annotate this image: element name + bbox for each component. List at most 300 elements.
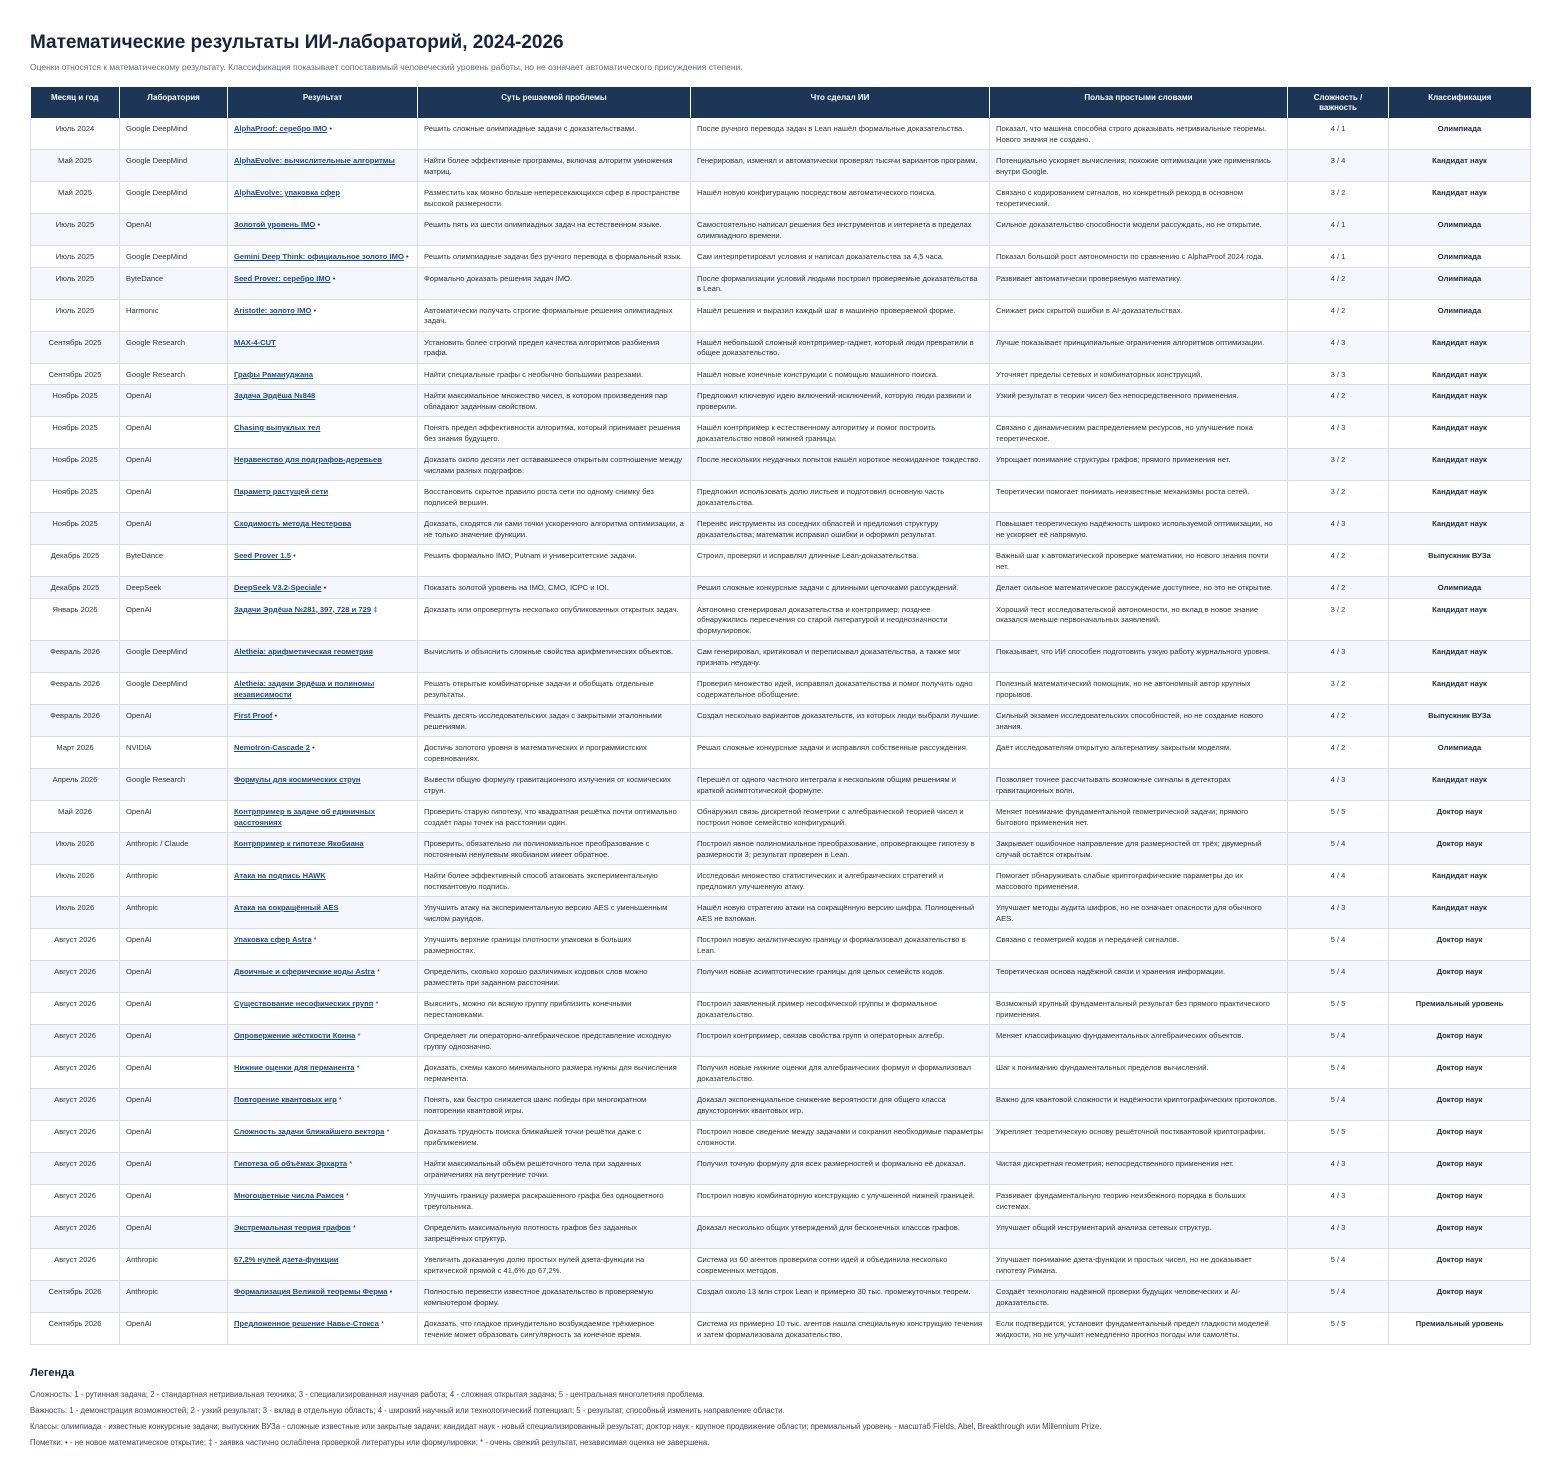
cell-ai: Построил контрпример, связав свойства групп и операторных алгебр.: [691, 1025, 990, 1057]
result-mark: *: [349, 1159, 353, 1168]
cell-ai: Получил точную формулу для всех размерностей и формально её доказал.: [691, 1153, 990, 1185]
cell-month: Июль 2026: [31, 833, 120, 865]
cell-benefit: Укрепляет теоретическую основу решёточной постквантовой криптографии.: [990, 1121, 1288, 1153]
cell-lab: ByteDance: [120, 267, 228, 299]
column-header-ai: Что сделал ИИ: [691, 87, 990, 118]
cell-problem: Определить, сколько хорошо различимых кодовых слов можно разместить при заданном расстоянии.: [418, 961, 691, 993]
cell-lab: OpenAI: [120, 449, 228, 481]
cell-score: 4 / 2: [1288, 385, 1389, 417]
cell-score: 5 / 4: [1288, 961, 1389, 993]
cell-score: 4 / 3: [1288, 513, 1389, 545]
cell-benefit: Улучшает общий инструментарий анализа сетевых структур.: [990, 1217, 1288, 1249]
cell-class: Доктор наук: [1389, 833, 1531, 865]
cell-lab: ByteDance: [120, 545, 228, 577]
cell-benefit: Помогает обнаруживать слабые криптографические параметры до их массового применения.: [990, 865, 1288, 897]
cell-month: Февраль 2026: [31, 641, 120, 673]
cell-ai: Самостоятельно написал решения без инструментов и интернета в пределах олимпиадного времени.: [691, 214, 990, 246]
cell-ai: Нашёл решения и выразил каждый шаг в машинно проверяемой форме.: [691, 299, 990, 331]
cell-lab: OpenAI: [120, 1313, 228, 1345]
table-row: [31, 833, 1531, 865]
cell-result: [228, 363, 418, 385]
result-link[interactable]: Контрпример к гипотезе Якобиана: [234, 839, 364, 848]
cell-problem: Выяснить, можно ли всякую группу приблизить конечными перестановками.: [418, 993, 691, 1025]
cell-ai: Сам интерпретировал условия и написал доказательства за 4,5 часа.: [691, 246, 990, 268]
cell-class: Олимпиада: [1389, 267, 1531, 299]
cell-score: 5 / 4: [1288, 833, 1389, 865]
cell-ai: Получил новые асимптотические границы для целых семейств кодов.: [691, 961, 990, 993]
cell-score: 4 / 1: [1288, 246, 1389, 268]
table-row: [31, 577, 1531, 599]
result-mark: *: [386, 1127, 390, 1136]
cell-problem: Решить формально IMO, Putnam и университетские задачи.: [418, 545, 691, 577]
result-link[interactable]: Гипотеза об объёмах Эрхарта: [234, 1159, 348, 1168]
cell-result: [228, 577, 418, 599]
table-row: [31, 246, 1531, 268]
cell-benefit: Связано с кодированием сигналов, но конкретный рекорд в основном теоретический.: [990, 182, 1288, 214]
cell-result: [228, 929, 418, 961]
cell-score: 4 / 2: [1288, 299, 1389, 331]
result-mark: *: [313, 935, 317, 944]
cell-month: Февраль 2026: [31, 705, 120, 737]
cell-result: [228, 705, 418, 737]
result-mark: *: [380, 1319, 384, 1328]
result-link[interactable]: Задачи Эрдёша №281, 397, 728 и 729: [234, 604, 372, 614]
cell-result: [228, 993, 418, 1025]
cell-lab: OpenAI: [120, 1153, 228, 1185]
cell-lab: OpenAI: [120, 1121, 228, 1153]
cell-score: 5 / 5: [1288, 1121, 1389, 1153]
cell-benefit: Упрощает понимание структуры графов; прямого применения нет.: [990, 449, 1288, 481]
cell-class: Олимпиада: [1389, 246, 1531, 268]
cell-result: [228, 545, 418, 577]
cell-lab: OpenAI: [120, 513, 228, 545]
table-row: [31, 481, 1531, 513]
result-link[interactable]: Контрпример в задаче об единичных расстояниях: [234, 807, 376, 827]
cell-score: 4 / 2: [1288, 705, 1389, 737]
cell-result: [228, 331, 418, 363]
table-row: [31, 705, 1531, 737]
cell-benefit: Связано с динамическим распределением ресурсов, но улучшение пока теоретическое.: [990, 417, 1288, 449]
cell-lab: OpenAI: [120, 417, 228, 449]
table-row: [31, 801, 1531, 833]
cell-class: Доктор наук: [1389, 1121, 1531, 1153]
cell-class: Доктор наук: [1389, 1025, 1531, 1057]
cell-score: 3 / 2: [1288, 481, 1389, 513]
cell-problem: Найти максимальное множество чисел, в котором произведения пар обладают заданным свойством.: [418, 385, 691, 417]
column-header-benefit: Польза простыми словами: [990, 87, 1288, 118]
table-row: [31, 214, 1531, 246]
result-link[interactable]: Сложность задачи ближайшего вектора: [234, 1127, 385, 1136]
table-row: [31, 545, 1531, 577]
cell-problem: Найти максимальный объём решёточного тела при заданных ограничениях на внутренние точки.: [418, 1153, 691, 1185]
cell-class: Выпускник ВУЗа: [1389, 545, 1531, 577]
cell-problem: Проверить старую гипотезу, что квадратная решётка почти оптимально создаёт пары точек на расстоянии один.: [418, 801, 691, 833]
table-row: [31, 1089, 1531, 1121]
result-link[interactable]: Существование несофических групп: [234, 999, 374, 1008]
cell-benefit: Потенциально ускоряет вычисления; похожие оптимизации уже применялись внутри Google.: [990, 150, 1288, 182]
cell-score: 5 / 5: [1288, 993, 1389, 1025]
cell-month: Июль 2025: [31, 246, 120, 268]
cell-result: [228, 481, 418, 513]
cell-benefit: Показал, что машина способна строго доказывать нетривиальные теоремы. Нового знания не создано.: [990, 118, 1288, 150]
cell-lab: Harmonic: [120, 299, 228, 331]
result-link[interactable]: Упаковка сфер Astra: [234, 935, 312, 944]
cell-class: Кандидат наук: [1389, 897, 1531, 929]
column-header-lab: Лаборатория: [120, 87, 228, 118]
cell-lab: Google Research: [120, 363, 228, 385]
cell-class: Олимпиада: [1389, 214, 1531, 246]
cell-benefit: Снижает риск скрытой ошибки в AI-доказательствах.: [990, 299, 1288, 331]
cell-benefit: Закрывает ошибочное направление для размерностей от трёх; двумерный случай остаётся открытым.: [990, 833, 1288, 865]
cell-month: Март 2026: [31, 737, 120, 769]
cell-ai: Доказал несколько общих утверждений для бесконечных классов графов.: [691, 1217, 990, 1249]
cell-ai: Предложил ключевую идею включений-исключений, которую люди развили и проверили.: [691, 385, 990, 417]
column-header-result: Результат: [228, 87, 418, 118]
result-link[interactable]: Опровержение жёсткости Конна: [234, 1031, 356, 1040]
cell-problem: Доказать, что гладкое принудительно возбуждаемое трёхмерное течение может образовать сингулярность за конечное время.: [418, 1313, 691, 1345]
cell-problem: Определяет ли операторно-алгебраическое представление исходную группу однозначно.: [418, 1025, 691, 1057]
cell-ai: Создал около 13 млн строк Lean и примерно 30 тыс. промежуточных теорем.: [691, 1281, 990, 1313]
cell-problem: Полностью перевести известное доказательство в проверяемую компьютером форму.: [418, 1281, 691, 1313]
cell-ai: Построил новую аналитическую границу и формализовал доказательство в Lean.: [691, 929, 990, 961]
cell-score: 3 / 2: [1288, 598, 1389, 641]
cell-class: Кандидат наук: [1389, 769, 1531, 801]
page-subtitle: Оценки относятся к математическому результату. Классификация показывает сопоставимый человеческий уровень работы, но не означает автоматического присуждения степени.: [30, 62, 743, 72]
cell-month: Декабрь 2025: [31, 577, 120, 599]
table-row: [31, 865, 1531, 897]
cell-ai: Нашёл новые конечные конструкции с помощью машинного поиска.: [691, 363, 990, 385]
cell-ai: После нескольких неудачных попыток нашёл короткое неожиданное тождество.: [691, 449, 990, 481]
table-row: [31, 299, 1531, 331]
legend: [30, 1367, 1530, 1447]
result-link[interactable]: Задача Эрдёша №848: [234, 391, 316, 400]
table-row: [31, 449, 1531, 481]
result-mark: •: [329, 124, 332, 133]
cell-class: Кандидат наук: [1389, 385, 1531, 417]
cell-result: [228, 1025, 418, 1057]
cell-class: Кандидат наук: [1389, 641, 1531, 673]
cell-ai: Нашёл небольшой сложный контрпример-гаджет, который люди превратили в общее доказательство.: [691, 331, 990, 363]
cell-class: Кандидат наук: [1389, 417, 1531, 449]
result-link[interactable]: Aletheia: задачи Эрдёша и полиномы независимости: [234, 679, 375, 699]
result-link[interactable]: Формализация Великой теоремы Ферма: [234, 1287, 388, 1296]
cell-ai: Система из примерно 10 тыс. агентов нашла специальную конструкцию течения и затем формализовала доказательство.: [691, 1313, 990, 1345]
cell-class: Премиальный уровень: [1389, 993, 1531, 1025]
cell-month: Февраль 2026: [31, 673, 120, 705]
cell-lab: OpenAI: [120, 993, 228, 1025]
cell-lab: OpenAI: [120, 1185, 228, 1217]
table-row: [31, 1313, 1531, 1345]
result-mark: ‡: [373, 604, 378, 614]
legend-marks: Пометки: • - не новое математическое открытие; ‡ - заявка частично ослаблена проверкой литературы или формулировки; * - очень свежий результат, независимая оценка не завершена.: [30, 1438, 710, 1447]
cell-lab: OpenAI: [120, 801, 228, 833]
cell-problem: Разместить как можно больше непересекающихся сфер в пространстве высокой размерности.: [418, 182, 691, 214]
result-link[interactable]: Двоичные и сферические коды Astra: [234, 967, 375, 976]
cell-benefit: Меняет понимание фундаментальной геометрической задачи; прямого бытового применения нет.: [990, 801, 1288, 833]
cell-score: 5 / 4: [1288, 1025, 1389, 1057]
result-link[interactable]: MAX-4-CUT: [234, 337, 276, 347]
cell-month: Декабрь 2025: [31, 545, 120, 577]
result-link[interactable]: Aletheia: арифметическая геометрия: [234, 647, 373, 656]
cell-problem: Решить олимпиадные задачи без ручного перевода в формальный язык.: [418, 246, 691, 268]
cell-ai: Нашёл контрпример к естественному алгоритму и помог построить доказательство новой нижней границы.: [691, 417, 990, 449]
cell-benefit: Важный шаг к автоматической проверке математики, но нового знания почти нет.: [990, 545, 1288, 577]
cell-result: [228, 1153, 418, 1185]
cell-month: Август 2026: [31, 993, 120, 1025]
cell-class: Выпускник ВУЗа: [1389, 705, 1531, 737]
cell-class: Доктор наук: [1389, 961, 1531, 993]
cell-ai: Предложил использовать долю листьев и подготовил основную часть доказательства.: [691, 481, 990, 513]
cell-month: Август 2026: [31, 1217, 120, 1249]
cell-result: [228, 1121, 418, 1153]
cell-lab: OpenAI: [120, 214, 228, 246]
cell-result: [228, 673, 418, 705]
cell-score: 4 / 3: [1288, 417, 1389, 449]
cell-score: 4 / 4: [1288, 865, 1389, 897]
cell-lab: Google DeepMind: [120, 182, 228, 214]
result-mark: •: [274, 711, 278, 720]
cell-month: Май 2025: [31, 182, 120, 214]
result-link[interactable]: Атака на подпись HAWK: [234, 871, 326, 880]
cell-problem: Доказать или опровергнуть несколько опубликованных открытых задач.: [418, 598, 691, 641]
cell-benefit: Развивает фундаментальную теорию неизбежного порядка в больших системах.: [990, 1185, 1288, 1217]
cell-result: [228, 150, 418, 182]
cell-class: Кандидат наук: [1389, 865, 1531, 897]
table-row: [31, 267, 1531, 299]
cell-month: Июль 2026: [31, 865, 120, 897]
result-link[interactable]: Графы Рамануджана: [234, 369, 313, 379]
cell-problem: Вычислить и объяснить сложные свойства арифметических объектов.: [418, 641, 691, 673]
result-link[interactable]: DeepSeek V3.2-Speciale: [234, 583, 322, 592]
result-mark: •: [406, 252, 409, 261]
cell-month: Май 2026: [31, 801, 120, 833]
cell-class: Доктор наук: [1389, 1281, 1531, 1313]
result-mark: •: [317, 220, 321, 229]
result-link[interactable]: AlphaEvolve: вычислительные алгоритмы: [234, 156, 395, 165]
cell-result: [228, 833, 418, 865]
cell-month: Август 2026: [31, 1249, 120, 1281]
cell-score: 4 / 2: [1288, 737, 1389, 769]
cell-lab: Google DeepMind: [120, 641, 228, 673]
cell-benefit: Узкий результат в теории чисел без непосредственного применения.: [990, 385, 1288, 417]
result-link[interactable]: Нижние оценки для перманента: [234, 1063, 355, 1072]
result-link[interactable]: Атака на сокращённый AES: [234, 903, 339, 912]
cell-lab: OpenAI: [120, 961, 228, 993]
cell-score: 5 / 4: [1288, 1089, 1389, 1121]
result-link[interactable]: Повторение квантовых игр: [234, 1095, 337, 1104]
legend-classes: Классы: олимпиада - известные конкурсные задачи; выпускник ВУЗа - сложные известные или закрытые задачи; кандидат наук - новый специализированный результат; доктор наук - крупное продвижение области; премиальный уровень - масштаб Fields, Abel, Breakthrough или Millennium Prize.: [30, 1422, 1102, 1431]
result-link[interactable]: Seed Prover 1.5: [234, 551, 291, 560]
cell-ai: Построил новую комбинаторную конструкцию с улучшенной нижней границей.: [691, 1185, 990, 1217]
table-row: [31, 1025, 1531, 1057]
cell-class: Олимпиада: [1389, 577, 1531, 599]
cell-result: [228, 1281, 418, 1313]
table-row: [31, 417, 1531, 449]
page-title: Математические результаты ИИ-лабораторий, 2024-2026: [30, 32, 564, 53]
cell-lab: Anthropic: [120, 1281, 228, 1313]
cell-benefit: Важно для квантовой сложности и надёжности криптографических протоколов.: [990, 1089, 1288, 1121]
cell-result: [228, 1217, 418, 1249]
table-row: [31, 150, 1531, 182]
cell-lab: Google DeepMind: [120, 150, 228, 182]
cell-ai: После формализации условий людьми построил проверяемые доказательства в Lean.: [691, 267, 990, 299]
result-link[interactable]: Chasing выпуклых тел: [234, 423, 321, 432]
cell-benefit: Делает сильное математическое рассуждение доступнее, но это не открытие.: [990, 577, 1288, 599]
cell-score: 4 / 2: [1288, 577, 1389, 599]
cell-score: 5 / 4: [1288, 929, 1389, 961]
cell-month: Август 2026: [31, 929, 120, 961]
result-link[interactable]: Параметр растущей сети: [234, 487, 329, 496]
cell-score: 4 / 1: [1288, 118, 1389, 150]
cell-score: 4 / 2: [1288, 267, 1389, 299]
cell-benefit: Позволяет точнее рассчитывать возможные сигналы в детекторах гравитационных волн.: [990, 769, 1288, 801]
result-link[interactable]: 67,2% нулей дзета-функции: [234, 1255, 339, 1264]
result-link[interactable]: Экстремальная теория графов: [234, 1223, 351, 1232]
cell-benefit: Полезный математический помощник, но не автономный автор крупных прорывов.: [990, 673, 1288, 705]
cell-month: Сентябрь 2025: [31, 331, 120, 363]
cell-month: Июль 2025: [31, 214, 120, 246]
cell-result: [228, 267, 418, 299]
cell-problem: Решить десять исследовательских задач с закрытыми эталонными решениями.: [418, 705, 691, 737]
cell-problem: Формально доказать решения задач IMO.: [418, 267, 691, 299]
cell-result: [228, 214, 418, 246]
table-header: [31, 87, 1531, 118]
result-link[interactable]: Формулы для космических струн: [234, 775, 361, 784]
cell-problem: Доказать около десяти лет остававшееся открытым соотношение между числами разных подграфов.: [418, 449, 691, 481]
cell-result: [228, 118, 418, 150]
cell-benefit: Меняет классификацию фундаментальных алгебраических объектов.: [990, 1025, 1288, 1057]
cell-benefit: Хороший тест исследовательской автономности, но вклад в новое знание оказался меньше первоначальных заявлений.: [990, 598, 1288, 641]
result-link[interactable]: First Proof: [234, 711, 273, 720]
table-row: [31, 118, 1531, 150]
cell-class: Доктор наук: [1389, 801, 1531, 833]
cell-benefit: Показал большой рост автономности по сравнению с AlphaProof 2024 года.: [990, 246, 1288, 268]
cell-month: Сентябрь 2025: [31, 363, 120, 385]
cell-score: 5 / 5: [1288, 801, 1389, 833]
cell-result: [228, 182, 418, 214]
cell-score: 3 / 2: [1288, 673, 1389, 705]
cell-result: [228, 449, 418, 481]
cell-month: Май 2025: [31, 150, 120, 182]
cell-lab: Anthropic / Claude: [120, 833, 228, 865]
cell-month: Август 2026: [31, 1153, 120, 1185]
cell-lab: OpenAI: [120, 385, 228, 417]
table-row: [31, 1121, 1531, 1153]
cell-result: [228, 1057, 418, 1089]
cell-result: [228, 417, 418, 449]
cell-month: Ноябрь 2025: [31, 417, 120, 449]
cell-ai: Построил заявленный пример несофической группы и формальное доказательство.: [691, 993, 990, 1025]
cell-benefit: Развивает автоматически проверяемую математику.: [990, 267, 1288, 299]
cell-month: Апрель 2026: [31, 769, 120, 801]
result-mark: *: [375, 999, 379, 1008]
cell-score: 4 / 1: [1288, 214, 1389, 246]
cell-lab: Anthropic: [120, 865, 228, 897]
table-row: [31, 513, 1531, 545]
cell-month: Январь 2026: [31, 598, 120, 641]
result-mark: •: [313, 305, 317, 315]
cell-problem: Улучшить атаку на экспериментальную версию AES с уменьшенным числом раундов.: [418, 897, 691, 929]
result-link[interactable]: Многоцветные числа Рамсея: [234, 1191, 344, 1200]
cell-problem: Улучшить границу размера раскрашенного графа без одноцветного треугольника.: [418, 1185, 691, 1217]
result-link[interactable]: Золотой уровень IMO: [234, 220, 316, 229]
result-link[interactable]: AlphaProof: серебро IMO: [234, 124, 328, 133]
result-mark: •: [389, 1287, 393, 1296]
cell-ai: Перешёл от одного частного интеграла к нескольким общим решениям и краткой асимптотической формуле.: [691, 769, 990, 801]
cell-problem: Достичь золотого уровня в математических и программистских соревнованиях.: [418, 737, 691, 769]
cell-result: [228, 385, 418, 417]
cell-ai: Перенёс инструменты из соседних областей и предложил структуру доказательства; математик исправил ошибки и оформил результат.: [691, 513, 990, 545]
table-row: [31, 993, 1531, 1025]
cell-class: Доктор наук: [1389, 1249, 1531, 1281]
cell-problem: Показать золотой уровень на IMO, CMO, ICPC и IOI.: [418, 577, 691, 599]
result-link[interactable]: AlphaEvolve: упаковка сфер: [234, 188, 341, 197]
cell-month: Август 2026: [31, 1089, 120, 1121]
result-link[interactable]: Предложенное решение Навье-Стокса: [234, 1319, 379, 1328]
cell-class: Олимпиада: [1389, 299, 1531, 331]
table-row: [31, 769, 1531, 801]
cell-result: [228, 801, 418, 833]
result-link[interactable]: Сходимость метода Нестерова: [234, 519, 352, 528]
cell-ai: После ручного перевода задач в Lean нашёл формальные доказательства.: [691, 118, 990, 150]
cell-ai: Доказал экспоненциальное снижение вероятности для общего класса двухсторонних квантовых игр.: [691, 1089, 990, 1121]
result-link[interactable]: Aristotle: золото IMO: [234, 305, 312, 315]
result-link[interactable]: Неравенство для подграфов-деревьев: [234, 455, 382, 464]
cell-benefit: Показывает, что ИИ способен подготовить узкую работу журнального уровня.: [990, 641, 1288, 673]
result-link[interactable]: Gemini Deep Think: официальное золото IMO: [234, 252, 404, 261]
cell-benefit: Связано с геометрией кодов и передачей сигналов.: [990, 929, 1288, 961]
cell-problem: Решить сложные олимпиадные задачи с доказательствами.: [418, 118, 691, 150]
cell-month: Июль 2024: [31, 118, 120, 150]
cell-month: Ноябрь 2025: [31, 481, 120, 513]
cell-class: Доктор наук: [1389, 1089, 1531, 1121]
result-mark: •: [323, 583, 327, 592]
cell-score: 4 / 3: [1288, 1217, 1389, 1249]
cell-benefit: Создаёт технологию надёжной проверки будущих человеческих и AI-доказательств.: [990, 1281, 1288, 1313]
cell-ai: Автономно сгенерировал доказательства и контрпример; позднее обнаружились пересечения со старой литературой и неоднозначности формулировок.: [691, 598, 990, 641]
column-header-month: Месяц и год: [31, 87, 120, 118]
cell-result: [228, 1249, 418, 1281]
table-row: [31, 1217, 1531, 1249]
cell-benefit: Теоретически помогает понимать неизвестные механизмы роста сетей.: [990, 481, 1288, 513]
cell-class: Олимпиада: [1389, 737, 1531, 769]
cell-class: Кандидат наук: [1389, 673, 1531, 705]
result-link[interactable]: Seed Prover: серебро IMO: [234, 273, 331, 283]
cell-class: Доктор наук: [1389, 1153, 1531, 1185]
cell-score: 4 / 3: [1288, 1185, 1389, 1217]
cell-problem: Проверить, обязательно ли полиномиальное преобразование с постоянным ненулевым якобианом имеет обратное.: [418, 833, 691, 865]
cell-problem: Понять предел эффективности алгоритма, который принимает решения без знания будущего.: [418, 417, 691, 449]
cell-month: Июль 2025: [31, 267, 120, 299]
cell-problem: Доказать, сходятся ли сами точки ускоренного алгоритма оптимизации, а не только значение функции.: [418, 513, 691, 545]
cell-problem: Восстановить скрытое правило роста сети по одному снимку без подписей вершин.: [418, 481, 691, 513]
cell-lab: OpenAI: [120, 705, 228, 737]
table-row: [31, 929, 1531, 961]
result-mark: •: [293, 551, 296, 560]
result-link[interactable]: Nemotron-Cascade 2: [234, 743, 310, 752]
cell-lab: OpenAI: [120, 1025, 228, 1057]
cell-month: Июль 2025: [31, 299, 120, 331]
cell-problem: Доказать, схемы какого минимального размера нужны для вычисления перманента.: [418, 1057, 691, 1089]
cell-class: Доктор наук: [1389, 1217, 1531, 1249]
cell-result: [228, 769, 418, 801]
cell-benefit: Уточняет пределы сетевых и комбинаторных конструкций.: [990, 363, 1288, 385]
cell-month: Август 2026: [31, 961, 120, 993]
cell-score: 5 / 5: [1288, 1313, 1389, 1345]
cell-month: Ноябрь 2025: [31, 385, 120, 417]
cell-lab: OpenAI: [120, 929, 228, 961]
cell-score: 3 / 4: [1288, 150, 1389, 182]
